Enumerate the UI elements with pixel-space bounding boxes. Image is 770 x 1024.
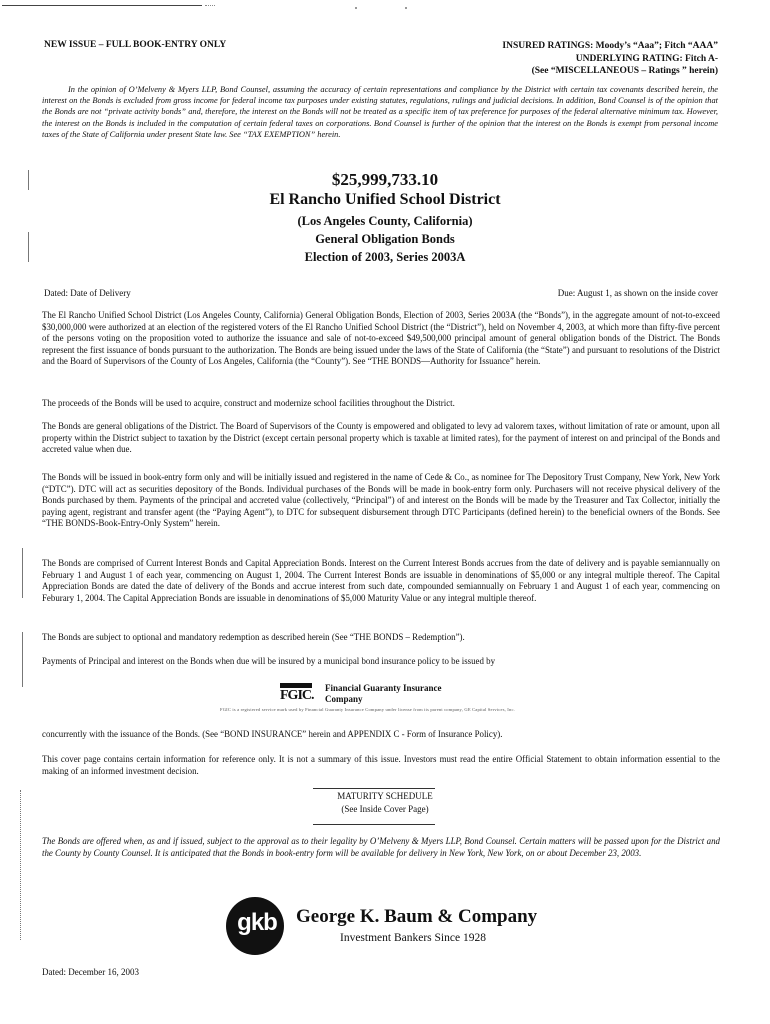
ratings-reference: (See “MISCELLANEOUS – Ratings ” herein) [531,66,718,76]
insurer-logo [280,683,442,710]
insurance-concurrent-paragraph: concurrently with the issuance of the Bonds. (See “BOND INSURANCE” herein and APPENDIX C - Form of Insurance Policy). [42,729,503,739]
book-entry-paragraph: The Bonds will be issued in book-entry form only and will be initially issued and registered in the name of Cede & Co., as nominee for The Depository Trust Company, New York, New York (“DTC”). DTC will act as securities depository of the Bonds. Individual purchases of the Bonds will be made in book-entry form only. Purchasers will not receive physical delivery of the Bonds purchased by them. Payments of the principal and accreted value (collectively, “Principal”) of and interest on the Bonds will be made by the Treasurer and Tax Collector, initially the paying agent, registrant and transfer agent (the “Paying Agent”), to DTC for subsequent disbursement through DTC Participants (defined herein) to the beneficial owners of the Bonds. See “THE BONDS-Book-Entry-Only System” herein. [42,472,720,529]
underwriter-tagline: Investment Bankers Since 1928 [340,932,486,944]
bond-series: Election of 2003, Series 2003A [304,250,466,264]
security-paragraph: The Bonds are general obligations of the District. The Board of Supervisors of the County is empowered and obligated to levy ad valorem taxes, without limitation of rate or amount, upon all property within the District subject to taxation by the District (except certain personal property which is taxable at limited rates), for the payment of interest on and principal of the Bonds and accreted value when due. [42,421,720,455]
redemption-paragraph: The Bonds are subject to optional and mandatory redemption as described herein (See “THE BONDS – Redemption”). [42,632,465,642]
due-date: Due: August 1, as shown on the inside cover [557,288,718,298]
margin-bar [22,548,23,598]
insurance-paragraph: Payments of Principal and interest on the Bonds when due will be insured by a municipal bond insurance policy to be issued by [42,656,496,666]
proceeds-paragraph: The proceeds of the Bonds will be used to acquire, construct and modernize school facilities throughout the District. [42,398,455,408]
offering-terms: The Bonds are offered when, as and if issued, subject to the approval as to their legality by O’Melveny & Myers LLP, Bond Counsel. Certain matters will be passed upon for the District and the County by County Counsel. It is anticipated that the Bonds in book-entry form will be available for delivery in New York, New York, on or about December 23, 2003. [42,836,720,858]
authorization-paragraph: The El Rancho Unified School District (Los Angeles County, California) General Obligation Bonds, Election of 2003, Series 2003A (the “Bonds”), in the aggregate amount of not-to-exceed $30,000,000 were authorized at an election of the registered voters of the El Rancho Unified School District (the “District”), held on November 4, 2003, at which more than fifty-five percent of the persons voting on the proposition voted to authorize the issuance and sale of not-to-exceed $49,500,000 principal amount of general obligation bonds of the District. The Bonds represent the first issuance of bonds pursuant to the authorization. The Bonds are being issued under the laws of the State of California (the “State”) and pursuant to resolutions of the District and the Board of Supervisors of the County of Los Angeles, California (the “County”). See “THE BONDS—Authority for Issuance” herein. [42,310,720,367]
top-rule [2,5,202,6]
insurer-name-line2: Company [325,694,363,704]
insurer-fine-print: FGIC is a registered service mark used by Financial Guaranty Insurance Company under license from its parent company, GE Capital Services, Inc. [220,707,515,712]
scan-dot [405,7,407,9]
fgic-logo-mark [280,683,312,705]
schedule-rule-top [313,788,435,789]
fgic-logo-text: FGIC. [280,688,314,703]
issue-type-label: NEW ISSUE – FULL BOOK-ENTRY ONLY [44,40,227,50]
insurer-name [325,683,465,705]
bond-counsel-opinion: In the opinion of O’Melveny & Myers LLP, Bond Counsel, assuming the accuracy of certain representations and compliance by the District with certain tax covenants described herein, the interest on the Bonds is excluded from gross income for federal income tax purposes under existing statutes, regulations, rulings and judicial decisions. In addition, Bond Counsel is of the opinion that the Bonds are not “private activity bonds” and, therefore, the interest on the Bonds will not be treated as a specific item of tax preference for purposes of the federal alternative minimum tax. However, the interest on the Bonds is included in the computation of certain federal taxes on corporations. Bond Counsel is further of the opinion that the interest on the Bonds is exempt from personal income taxes of the State of California under present State law. See “TAX EXEMPTION” herein. [42,85,718,139]
ratings-block [502,40,718,78]
margin-bar [22,632,23,687]
bond-type: General Obligation Bonds [315,232,455,246]
underwriter-name: George K. Baum & Company [296,906,538,927]
issuer-county: (Los Angeles County, California) [297,214,473,228]
principal-amount: $25,999,733.10 [331,170,439,189]
issuer-name: El Rancho Unified School District [269,191,501,208]
insured-ratings: INSURED RATINGS: Moody’s “Aaa”; Fitch “AAA” [502,41,718,51]
document-date: Dated: December 16, 2003 [42,967,139,977]
reference-paragraph: This cover page contains certain information for reference only. It is not a summary of this issue. Investors must read the entire Official Statement to obtain information essential to the making of an informed investment decision. [42,754,720,776]
insurer-name-line1: Financial Guaranty Insurance [325,683,442,693]
underwriter-logo-text: gkb [237,909,277,936]
scan-dot [355,7,357,9]
top-rule-dotted [205,5,215,6]
maturity-schedule-title: MATURITY SCHEDULE [337,791,433,801]
maturity-schedule-reference: (See Inside Cover Page) [341,804,429,814]
bond-terms-paragraph: The Bonds are comprised of Current Interest Bonds and Capital Appreciation Bonds. Interest on the Current Interest Bonds accrues from the date of delivery and is payable semiannually on February 1 and August 1 of each year, commencing on August 1, 2004. The Current Interest Bonds are issuable in denominations of $5,000 or any integral multiple thereof. The Capital Appreciation Bonds are dated the date of delivery of the Bonds and accrue interest from such date, compounded semiannually on February 1 and August 1 of each year, commencing on Feburary 1, 2004. The Capital Appreciation Bonds are issuable in denominations of $5,000 Maturity Value or any integral multiple thereof. [42,558,720,603]
schedule-rule-bottom [313,824,435,825]
underlying-rating: UNDERLYING RATING: Fitch A- [575,53,718,64]
dated-date: Dated: Date of Delivery [44,288,131,298]
